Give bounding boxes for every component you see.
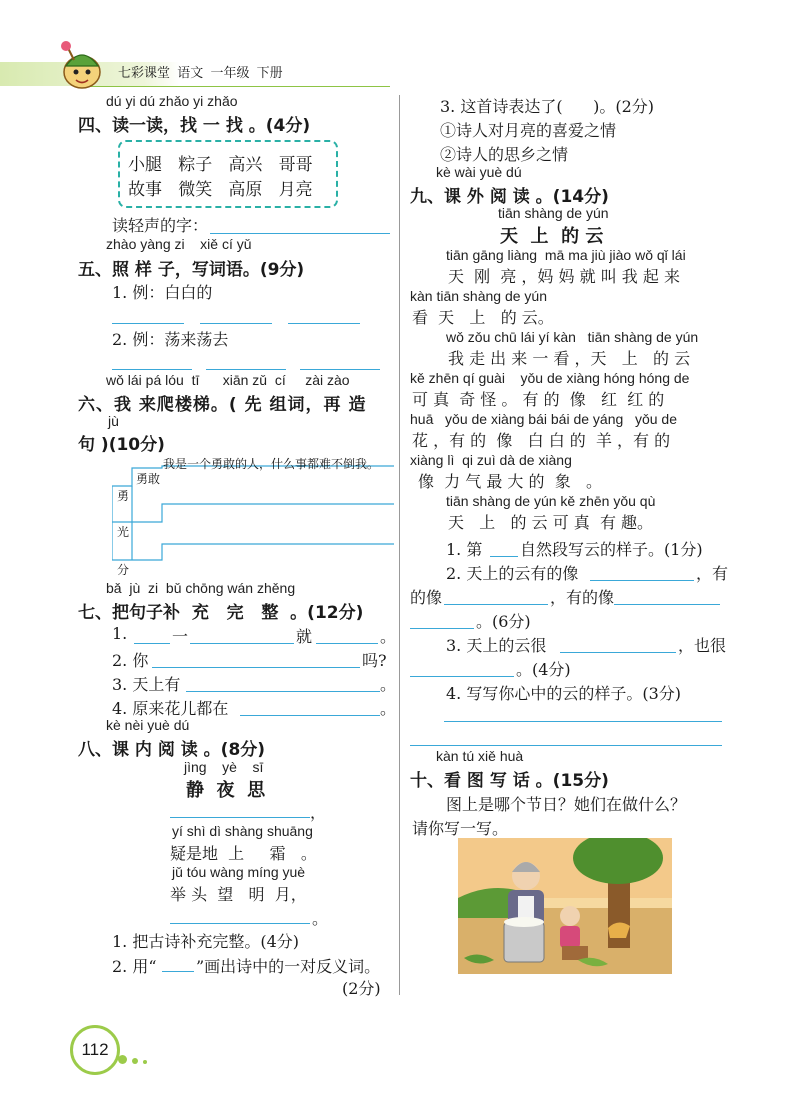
poem-line2: 疑是地 上 霜 。 (170, 844, 317, 863)
story-l1-pinyin: tiān gāng liàng mā ma jiù jiào wǒ qǐ lái (446, 247, 686, 263)
s9-q4-line-2[interactable] (410, 744, 722, 746)
s9-q2-b: ，有 (696, 564, 729, 583)
s7-item1-blank-2[interactable] (190, 642, 294, 644)
s8-q2-end: ”画出诗中的一对反义词。 (196, 957, 381, 976)
s4-prompt: 读轻声的字： (112, 216, 209, 235)
s7-title: 七、把句子补 充 完 整 。(12分) (78, 603, 364, 623)
story-l4-pinyin: kě zhēn qí guài yǒu de xiàng hóng hóng de (410, 370, 690, 386)
s9-title: 九、课 外 阅 读 。(14分) (410, 187, 609, 207)
footer-dot-2 (132, 1058, 138, 1064)
poem-line2-pinyin: yí shì dì shàng shuāng (172, 823, 313, 839)
story-l7: 天 上 的 云 可 真 有 趣。 (448, 513, 654, 532)
s6-title: 六、我 来爬楼梯。( 先 组词，再 造 (78, 395, 367, 415)
story-title-pinyin: tiān shàng de yún (498, 205, 609, 221)
s7-item1-blank-3[interactable] (316, 642, 378, 644)
s9-q1-a: 1. 第 (446, 540, 483, 559)
s4-answer-line[interactable] (210, 232, 390, 234)
page-number: 112 (70, 1025, 120, 1075)
s4-title: 四、读一读，找 一 找 。(4分) (78, 116, 311, 136)
s5-blank-3[interactable] (288, 322, 360, 324)
dragon-boat-festival-illustration (458, 838, 672, 974)
s7-item1-num: 1. (112, 624, 128, 643)
s9-q1-b: 自然段写云的样子。(1分) (520, 540, 703, 559)
s7-item4-blank[interactable] (240, 714, 380, 716)
s8-title: 八、课 内 阅 读 。(8分) (78, 740, 266, 760)
s9-q3-b: ，也很 (678, 636, 727, 655)
s8-q2-blank[interactable] (162, 970, 194, 972)
poem-period: 。 (312, 909, 329, 928)
s7-item4: 4. 原来花儿都在 (112, 699, 229, 718)
s7-item2-end: 吗? (362, 651, 387, 670)
s9-q2-blank-4[interactable] (410, 627, 474, 629)
footer-dot-1 (118, 1055, 127, 1064)
s9-q3-blank-2[interactable] (410, 675, 514, 677)
story-l2-pinyin: kàn tiān shàng de yún (410, 288, 547, 304)
s6-char-3: 分 (117, 563, 130, 577)
s5-item2: 2. 例：荡来荡去 (112, 330, 229, 349)
s8-q2-score: (2分) (342, 979, 381, 998)
s9-q2-c: 的像 (410, 588, 443, 607)
s10-prompt-2: 请你写一写。 (412, 819, 509, 838)
word-row-1: 小腿 粽子 高兴 哥哥 (128, 155, 313, 175)
story-l5: 花 ，有 的 像 白 白 的 羊 ，有 的 (412, 431, 671, 450)
s9-q2-blank-2[interactable] (444, 603, 548, 605)
s7-item2: 2. 你 (112, 651, 149, 670)
poem-line4-blank[interactable] (170, 922, 310, 924)
s7-item1-blank-1[interactable] (134, 642, 170, 644)
s8-q1: 1. 把古诗补充完整。(4分) (112, 932, 300, 951)
s7-item2-blank[interactable] (152, 666, 360, 668)
s7-pinyin: bǎ jù zi bǔ chōng wán zhěng (106, 580, 296, 596)
story-l3: 我 走 出 来 一 看 ，天 上 的 云 (448, 349, 691, 368)
s5-blank-2[interactable] (200, 322, 272, 324)
s5-blank-1[interactable] (112, 322, 184, 324)
poem-title: 静 夜 思 (186, 780, 266, 801)
footer-dot-3 (143, 1060, 147, 1064)
s9-q1-blank[interactable] (490, 555, 518, 557)
s9-q2-d: ，有的像 (550, 588, 615, 607)
s4-pinyin: dú yi dú zhǎo yi zhǎo (106, 93, 238, 109)
s7-item1-a: 一 (172, 627, 189, 646)
s9-q3-blank-1[interactable] (560, 651, 676, 653)
story-l1: 天 刚 亮 ，妈 妈 就 叫 我 起 来 (448, 267, 680, 286)
story-l6: 像 力 气 最 大 的 象 。 (418, 472, 602, 491)
s9-q4-line-1[interactable] (444, 720, 722, 722)
s6-char-2: 光 (117, 525, 130, 539)
story-l6-pinyin: xiàng lì qi zuì dà de xiàng (410, 452, 572, 468)
s9-q3-a: 3. 天上的云很 (446, 636, 547, 655)
poem-line1-blank[interactable] (170, 816, 310, 818)
s6-example: 我是一个勇敢的人，什么事都难不倒我。 (163, 457, 380, 471)
story-title: 天 上 的 云 (500, 226, 604, 247)
s8-opt1: ①诗人对月亮的喜爱之情 (440, 121, 617, 140)
header-underline (90, 86, 390, 87)
s5-item1: 1. 例：白白的 (112, 283, 213, 302)
s5-blank-4[interactable] (112, 368, 192, 370)
s7-item1-end: 。 (380, 627, 397, 646)
s7-item3-blank[interactable] (186, 690, 380, 692)
s9-q3-c: 。(4分) (516, 660, 571, 679)
s5-title: 五、照 样 子，写词语。(9分) (78, 260, 305, 280)
story-l2: 看 天 上 的 云。 (412, 308, 554, 327)
s5-pinyin: zhào yàng zi xiě cí yǔ (106, 236, 252, 252)
story-l4: 可 真 奇 怪 。 有 的 像 红 红 的 (412, 390, 665, 409)
poem-title-pinyin: jìng yè sī (184, 759, 264, 775)
s9-q4: 4. 写写你心中的云的样子。(3分) (446, 684, 682, 703)
poem-line3-pinyin: jǔ tóu wàng míng yuè (172, 864, 306, 880)
story-l5-pinyin: huā yǒu de xiàng bái bái de yáng yǒu de (410, 411, 677, 427)
word-row-2: 故事 微笑 高原 月亮 (128, 180, 313, 200)
s6-example-word: 勇敢 (136, 472, 161, 486)
story-l7-pinyin: tiān shàng de yún kě zhēn yǒu qù (446, 493, 656, 509)
s10-title: 十、看 图 写 话 。(15分) (410, 771, 609, 791)
s6-title-2: 句 )(10分) (78, 435, 165, 455)
s9-q2-blank-3[interactable] (614, 603, 720, 605)
s7-item3: 3. 天上有 (112, 675, 181, 694)
column-divider (399, 95, 400, 995)
s6-char-1: 勇 (117, 489, 130, 503)
s6-pinyin: wǒ lái pá lóu tī xiān zǔ cí zài zào (106, 372, 350, 388)
story-l3-pinyin: wǒ zǒu chū lái yí kàn tiān shàng de yún (446, 329, 699, 345)
s8-pinyin: kè nèi yuè dú (106, 717, 190, 733)
s10-pinyin: kàn tú xiě huà (436, 748, 524, 764)
s6-pinyin-2: jù (108, 413, 119, 429)
s9-q2-e: 。(6分) (476, 612, 531, 631)
s8-q3: 3. 这首诗表达了( )。(2分) (440, 97, 655, 116)
s9-q2-a: 2. 天上的云有的像 (446, 564, 579, 583)
poem-line3: 举 头 望 明 月， (170, 885, 307, 904)
cartoon-mascot-icon (52, 38, 110, 94)
s9-q2-blank-1[interactable] (590, 579, 694, 581)
s8-opt2: ②诗人的思乡之情 (440, 145, 569, 164)
s8-q2: 2. 用“ (112, 957, 157, 976)
s10-prompt-1: 图上是哪个节日？她们在做什么？ (446, 795, 687, 814)
s9-pinyin: kè wài yuè dú (436, 164, 522, 180)
s7-item3-end: 。 (380, 675, 397, 694)
s5-blank-6[interactable] (300, 368, 380, 370)
s7-item1-b: 就 (296, 627, 313, 646)
poem-comma: ， (310, 803, 327, 822)
header-title: 七彩课堂 语文 一年级 下册 (118, 65, 283, 80)
s5-blank-5[interactable] (206, 368, 286, 370)
s7-item4-end: 。 (380, 699, 397, 718)
